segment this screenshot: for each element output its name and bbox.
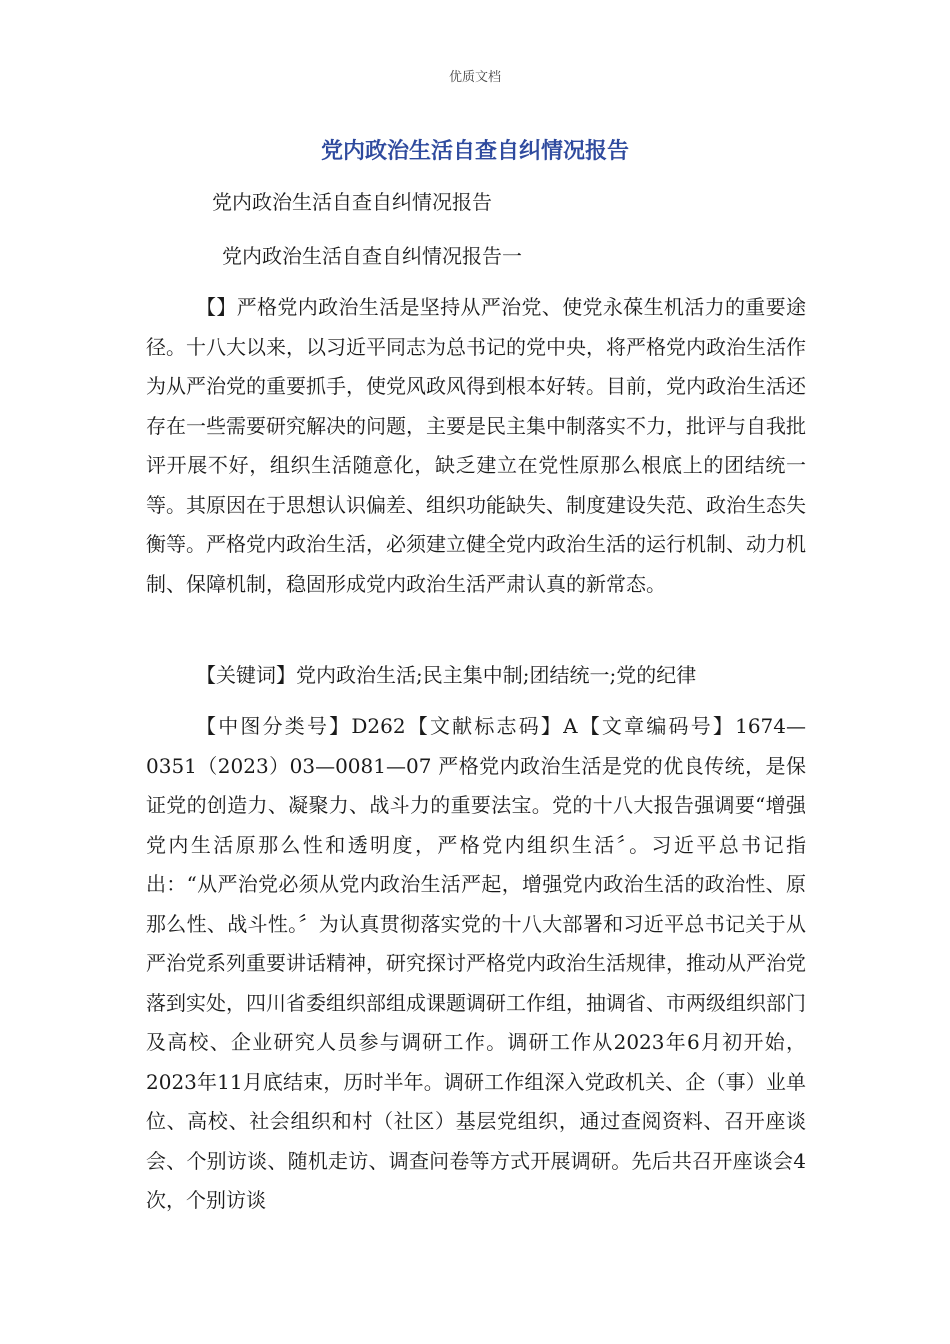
page-header-label: 优质文档	[448, 70, 501, 85]
body-paragraph: 【中图分类号】D262【文献标志码】A【文章编码号】1674—0351（2023）03—0081—07 严格党内政治生活是党的优良传统，是保证党的创造力、凝聚力、战斗力的重要法宝。党的十八大报告强调要“增强党内生活原那么性和透明度，严格党内组织生活〞。习近平总书记指出：“从严治党必须从党内政治生活严起，增强党内政治生活的政治性、原那么性、战斗性。〞为认真贯彻落实党的十八大部署和习近平总书记关于从严治党系列重要讲话精神，研究探讨严格党内政治生活规律，推动从严治党落到实处，四川省委组织部组成课题调研工作组，抽调省、市两级组织部门及高校、企业研究人员参与调研工作。调研工作从2023年6月初开始，2023年11月底结束，历时半年。调研工作组深入党政机关、企（事）业单位、高校、社会组织和村（社区）基层党组织，通过查阅资料、召开座谈会、个别访谈、随机走访、调查问卷等方式开展调研。先后共召开座谈会4次，个别访谈	[146, 714, 806, 1212]
section-heading: 党内政治生活自查自纠情况报告一	[222, 244, 522, 268]
document-subtitle: 党内政治生活自查自纠情况报告	[212, 190, 492, 214]
document-title: 党内政治生活自查自纠情况报告	[320, 139, 629, 164]
abstract-paragraph: 【】严格党内政治生活是坚持从严治党、使党永葆生机活力的重要途径。十八大以来，以习近平同志为总书记的党中央，将严格党内政治生活作为从严治党的重要抓手，使党风政风得到根本好转。目前，党内政治生活还存在一些需要研究解决的问题，主要是民主集中制落实不力，批评与自我批评开展不好，组织生活随意化，缺乏建立在党性原那么根底上的团结统一等。其原因在于思想认识偏差、组织功能缺失、制度建设失范、政治生态失衡等。严格党内政治生活，必须建立健全党内政治生活的运行机制、动力机制、保障机制，稳固形成党内政治生活严肃认真的新常态。	[146, 295, 806, 596]
keywords-paragraph: 【关键词】党内政治生活;民主集中制;团结统一;党的纪律	[196, 663, 697, 687]
